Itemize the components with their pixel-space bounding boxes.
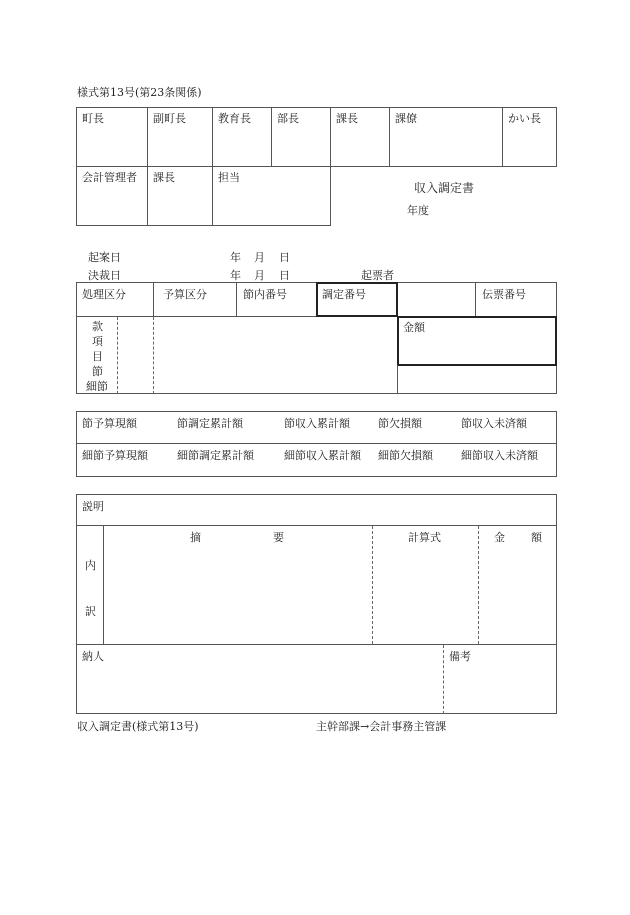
stamp-label-accounting-manager: 会計管理者	[82, 171, 137, 184]
stamp-label-deputy-mayor: 副町長	[153, 112, 186, 125]
drafter-label: 起票者	[361, 269, 394, 282]
footer-form-reference: 収入調定書(様式第13号)	[77, 720, 199, 733]
amount-label: 金額	[403, 321, 425, 334]
explanation-label: 説明	[82, 500, 104, 513]
remarks-label: 備考	[449, 650, 471, 663]
draft-day: 日	[279, 251, 290, 264]
summary-header-1: 摘	[190, 531, 201, 544]
draft-date-label: 起案日	[88, 251, 121, 264]
payer-label: 納人	[82, 650, 104, 663]
item-setsu: 節	[92, 365, 103, 378]
draft-year: 年	[230, 251, 241, 264]
stamp-label-person-in-charge: 担当	[218, 171, 240, 184]
decision-year: 年	[230, 269, 241, 282]
subsection-budget-current: 細節予算現額	[82, 449, 148, 462]
amount-header-1: 金	[494, 531, 505, 544]
item-kan: 款	[92, 320, 103, 333]
subsection-uncollected: 細節収入未済額	[461, 449, 538, 462]
fiscal-year-label: 年度	[407, 204, 429, 217]
decision-day: 日	[279, 269, 290, 282]
stamp-label-department-head: 部長	[277, 112, 299, 125]
section-budget-current: 節予算現額	[82, 417, 137, 430]
draft-month: 月	[254, 251, 265, 264]
stamp-label-superintendent: 教育長	[218, 112, 251, 125]
header-processing-category: 処理区分	[82, 288, 126, 301]
section-revenue-cumulative: 節収入累計額	[284, 417, 350, 430]
header-budget-category: 予算区分	[163, 288, 207, 301]
stamp-label-section-staff: 課僚	[395, 112, 417, 125]
header-voucher-number: 伝票番号	[482, 288, 526, 301]
subsection-revenue-cumulative: 細節収入累計額	[284, 449, 361, 462]
stamp-label-chief: 課長	[153, 171, 175, 184]
formula-header: 計算式	[408, 531, 441, 544]
section-assessment-cumulative: 節調定累計額	[177, 417, 243, 430]
decision-date-label: 決裁日	[88, 269, 121, 282]
breakdown-label-2: 訳	[85, 605, 96, 618]
stamp-label-unit-chief: かい長	[508, 112, 541, 125]
item-kou: 項	[92, 335, 103, 348]
stamp-label-section-chief: 課長	[336, 112, 358, 125]
form-number-title: 様式第13号(第23条関係)	[77, 86, 202, 99]
amount-header-2: 額	[531, 531, 542, 544]
summary-header-2: 要	[273, 531, 284, 544]
document-title: 収入調定書	[414, 181, 475, 195]
item-moku: 目	[92, 350, 103, 363]
section-loss-amount: 節欠損額	[378, 417, 422, 430]
header-section-internal-number: 節内番号	[243, 288, 287, 301]
section-uncollected: 節収入未済額	[461, 417, 527, 430]
subsection-assessment-cumulative: 細節調定累計額	[177, 449, 254, 462]
item-saisetsu: 細節	[86, 380, 108, 393]
footer-routing: 主幹部課→会計事務主管課	[316, 720, 447, 733]
decision-month: 月	[254, 269, 265, 282]
stamp-label-mayor: 町長	[82, 112, 104, 125]
header-assessment-number: 調定番号	[322, 288, 366, 301]
breakdown-label-1: 内	[85, 559, 96, 572]
subsection-loss-amount: 細節欠損額	[378, 449, 433, 462]
